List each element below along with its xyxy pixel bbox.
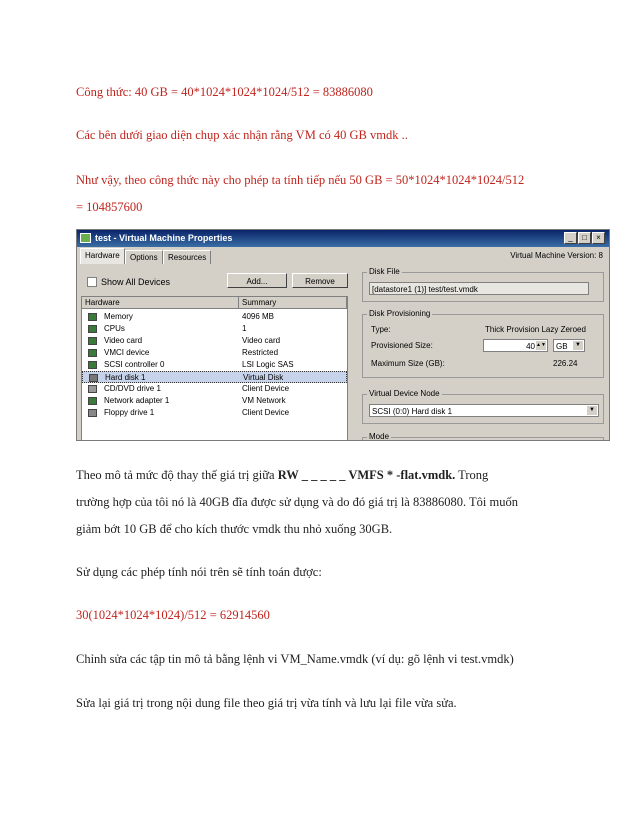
describe-tail-text: Trong: [455, 468, 489, 482]
vm-icon: [80, 233, 91, 243]
row-name: CD/DVD drive 1: [104, 384, 161, 393]
cpu-icon: [88, 325, 97, 333]
row-summary: Restricted: [242, 348, 279, 357]
vmci-icon: [88, 349, 97, 357]
row-summary: 4096 MB: [242, 312, 275, 321]
tab-options[interactable]: Options: [125, 250, 163, 264]
disk-file-field: [datastore1 (1)] test/test.vmdk: [369, 282, 589, 295]
spinner-icon[interactable]: ▲▼: [536, 342, 546, 348]
virtual-device-node-label: Virtual Device Node: [369, 389, 440, 398]
hardware-row[interactable]: [82, 359, 347, 371]
hardware-list: [81, 296, 348, 441]
tab-hardware[interactable]: Hardware: [80, 248, 125, 264]
row-name: Hard disk 1: [105, 373, 146, 382]
disk-provisioning-label: Disk Provisioning: [369, 309, 431, 318]
minimize-icon[interactable]: _: [564, 232, 577, 244]
type-value: Thick Provision Lazy Zeroed: [485, 325, 586, 334]
hardware-row-selected[interactable]: [82, 371, 347, 383]
hard-disk-icon: [89, 374, 98, 382]
so-formula-line-1: Như vậy, theo công thức này cho phép ta tính tiếp nếu 50 GB = 50*1024*1024*1024/512: [76, 173, 525, 187]
use-calc-line: Sử dụng các phép tính nói trên sẽ tính toán được:: [76, 565, 322, 579]
mode-label: Mode: [369, 432, 390, 441]
hardware-row[interactable]: [82, 347, 347, 359]
remove-button[interactable]: Remove: [292, 273, 348, 288]
type-label: Type:: [371, 325, 391, 334]
row-summary: Client Device: [242, 384, 290, 393]
window-title: test - Virtual Machine Properties: [95, 233, 233, 243]
row-name: Floppy drive 1: [104, 408, 155, 417]
provisioned-size-value: 40: [526, 342, 535, 351]
row-summary: 1: [242, 324, 247, 333]
show-all-checkbox[interactable]: [87, 277, 97, 287]
row-name: SCSI controller 0: [104, 360, 165, 369]
result-line: 30(1024*1024*1024)/512 = 62914560: [76, 608, 270, 622]
tab-resources[interactable]: Resources: [163, 250, 211, 264]
hardware-row[interactable]: [82, 407, 347, 419]
col-summary: Summary: [239, 297, 347, 309]
row-name: Memory: [104, 312, 133, 321]
hardware-row[interactable]: [82, 335, 347, 347]
hardware-row[interactable]: [82, 395, 347, 407]
network-icon: [88, 397, 97, 405]
describe-bold-text: RW _ _ _ _ _ VMFS * -flat.vmdk.: [277, 468, 456, 482]
hardware-row[interactable]: [82, 311, 347, 323]
confirm-line: Các bên dưới giao diện chụp xác nhận rằng VM có 40 GB vmdk ..: [76, 128, 408, 142]
row-name: Video card: [104, 336, 143, 345]
title-bar: [77, 230, 609, 247]
max-size-label: Maximum Size (GB):: [371, 359, 445, 368]
show-all-label: Show All Devices: [101, 277, 171, 287]
chevron-down-icon[interactable]: ▼: [587, 406, 597, 415]
virtual-device-node-select[interactable]: [369, 404, 599, 417]
memory-icon: [88, 313, 97, 321]
row-name: VMCI device: [104, 348, 150, 357]
row-summary: VM Network: [242, 396, 286, 405]
edit-command-line: Chỉnh sửa các tập tin mô tả bằng lệnh vi VM_Name.vmdk (ví dụ: gõ lệnh vi test.vmdk): [76, 652, 514, 666]
row-name: Network adapter 1: [104, 396, 170, 405]
disk-file-label: Disk File: [369, 267, 400, 276]
disk-file-group: [362, 267, 604, 302]
provisioned-size-label: Provisioned Size:: [371, 341, 433, 350]
formula-line: Công thức: 40 GB = 40*1024*1024*1024/512 = 83886080: [76, 85, 373, 99]
col-hardware: Hardware: [82, 297, 239, 309]
floppy-icon: [88, 409, 97, 417]
mode-group: [362, 432, 604, 441]
hardware-row[interactable]: [82, 383, 347, 395]
close-icon[interactable]: ×: [592, 232, 605, 244]
hardware-row[interactable]: [82, 323, 347, 335]
virtual-device-node-group: [362, 389, 604, 424]
row-name: CPUs: [104, 324, 125, 333]
row-summary: Client Device: [242, 408, 290, 417]
describe-line-2: trường hợp của tôi nó là 40GB đĩa được sử dụng và do đó giá trị là 83886080. Tôi muốn: [76, 495, 518, 509]
chevron-down-icon[interactable]: ▼: [573, 341, 583, 350]
scsi-icon: [88, 361, 97, 369]
add-button[interactable]: Add...: [227, 273, 287, 288]
max-size-value: 226.24: [553, 359, 578, 368]
vm-version: Virtual Machine Version: 8: [510, 251, 603, 260]
size-unit-select[interactable]: [553, 339, 585, 352]
save-line: Sửa lại giá trị trong nội dung file theo giá trị vừa tính và lưu lại file vừa sửa.: [76, 696, 457, 710]
row-summary: LSI Logic SAS: [242, 360, 294, 369]
describe-text: Theo mô tả mức độ thay thế giá trị giữa: [76, 468, 278, 482]
video-card-icon: [88, 337, 97, 345]
size-unit-value: GB: [556, 342, 568, 351]
provisioned-size-input[interactable]: [483, 339, 548, 352]
row-summary: Virtual Disk: [243, 373, 284, 382]
row-summary: Video card: [242, 336, 281, 345]
disk-provisioning-group: [362, 309, 604, 378]
vm-properties-screenshot: [76, 229, 610, 441]
maximize-icon[interactable]: □: [578, 232, 591, 244]
virtual-device-node-value: SCSI (0:0) Hard disk 1: [372, 407, 453, 416]
describe-line-3: giảm bớt 10 GB để cho kích thước vmdk thu nhỏ xuống 30GB.: [76, 522, 393, 536]
so-formula-line-2: = 104857600: [76, 200, 143, 214]
cd-dvd-icon: [88, 385, 97, 393]
describe-line-1: [76, 468, 488, 483]
